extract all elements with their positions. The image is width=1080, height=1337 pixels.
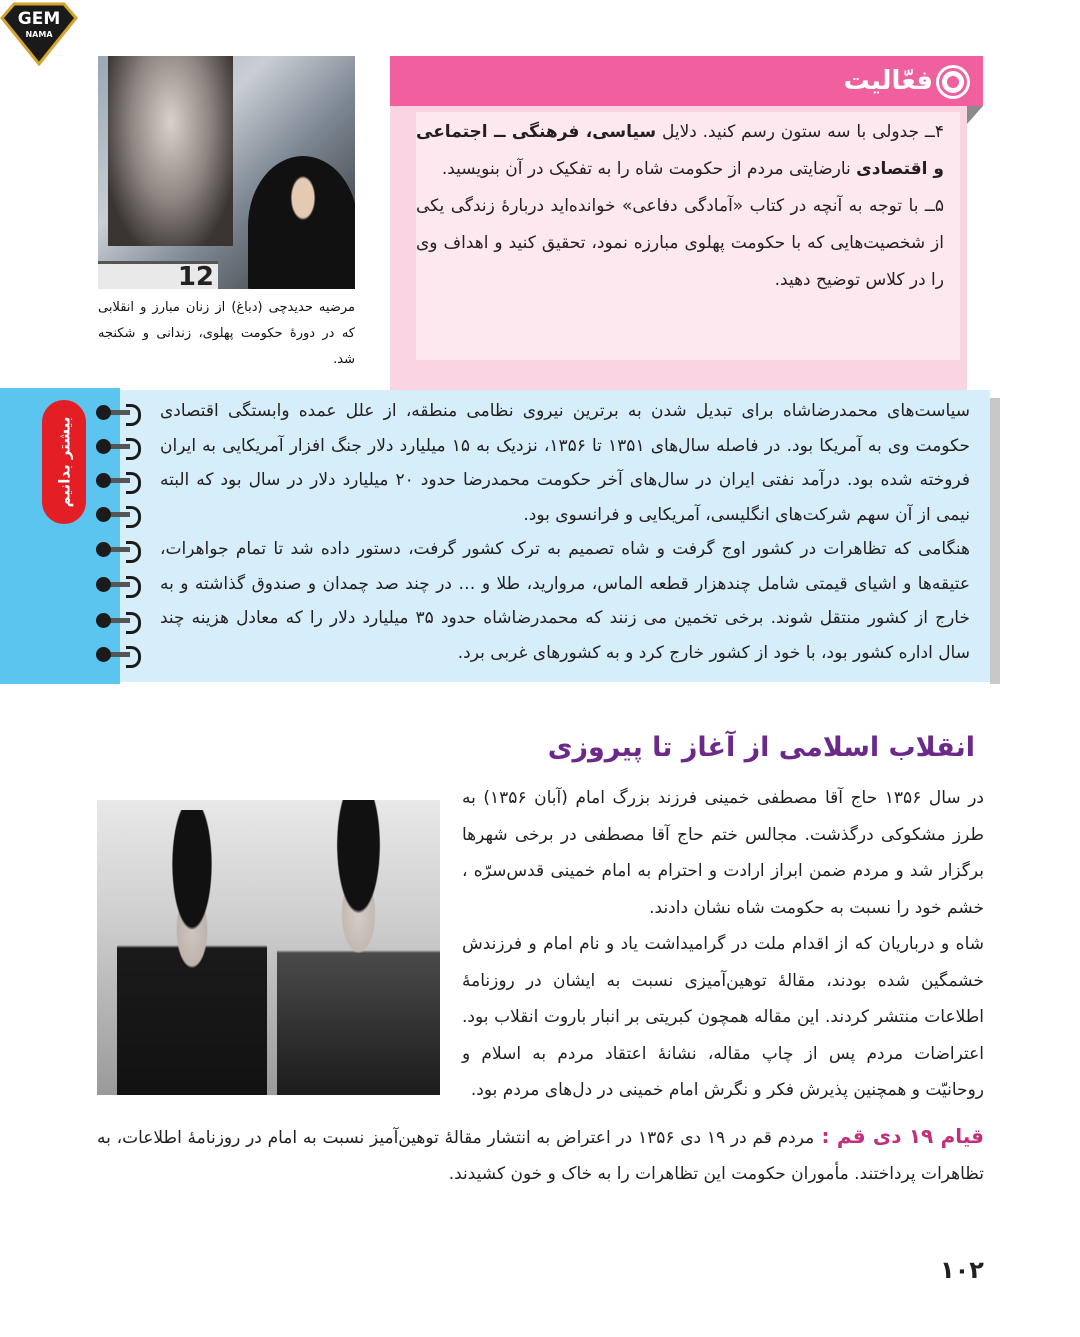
poster-portrait: [108, 56, 233, 246]
qiyam-paragraph: [97, 1118, 984, 1192]
activity-text: [416, 114, 944, 299]
woman-figure: [248, 156, 355, 289]
gemnama-logo-icon: [0, 0, 78, 66]
section-para1: در سال ۱۳۵۶ حاج آقا مصطفی خمینی فرزند بزرگ امام (آبان ۱۳۵۶) به طرز مشکوکی درگذشت. مجالس ختم حاج آقا مصطفی در برخی شهرها برگزار شد و مردم ضمن ابراز ارادت و احترام به امام خمینی قدس‌سرّه ، خشم خود را نسبت به حکومت شاه نشان دادند.: [462, 788, 984, 918]
plate-number: 12: [177, 262, 214, 289]
binder-ring-icon: [96, 612, 144, 630]
activity-box: [390, 56, 983, 334]
item4-start: ۴ــ جدولی با سه ستون رسم کنید. دلایل: [656, 122, 944, 142]
photo2-person-right: [277, 800, 440, 1095]
photo2-person-left: [117, 810, 267, 1095]
know-more-shadow: [990, 398, 1000, 684]
binder-ring-icon: [96, 541, 144, 559]
know-more-tab-label: بیشتر بدانیم: [55, 416, 73, 508]
know-more-para2: هنگامی که تظاهرات در کشور اوج گرفت و شاه تصمیم به ترک کشور گرفت، دستور داده شد تا تمام جواهرات، عتیقه‌ها و اشیای قیمتی شامل چندهزار قطعه الماس، مروارید، طلا و … در چند صد چمدان و صندوق گذاشته و به خارج از کشور منتقل شوند. برخی تخمین می زنند که محمدرضاشاه حدود ۳۵ میلیارد دلار را که معادل هزینه چند سال اداره کشور بود، با خود از کشور خارج کرد و به کشورهای غربی برد.: [160, 539, 970, 663]
know-more-tab: [42, 400, 86, 524]
page-number: ۱۰۲: [940, 1256, 984, 1284]
gemnama-logo: [0, 0, 78, 66]
section-para2: شاه و درباریان که از اقدام ملت در گرامیداشت یاد و نام امام و فرزندش خشمگین شده بودند، مقالهٔ توهین‌آمیزی نسبت به ایشان در روزنامهٔ اطلاعات منتشر کردند. این مقاله همچون کبریتی بر انبار باروت انقلاب بود. اعتراضات مردم پس از چاپ مقاله، نشانهٔ اعتقاد مردم به اسلام و روحانیّت و همچنین پذیرش فکر و نگرش امام خمینی در دل‌های مردم بود.: [462, 934, 984, 1100]
prison-plate: [98, 261, 218, 289]
binder-ring-icon: [96, 404, 144, 422]
know-more-text: [160, 394, 970, 670]
item4-bold: سیاسی، فرهنگی ــ اجتماعی و اقتصادی: [416, 122, 944, 179]
binder-ring-icon: [96, 438, 144, 456]
binder-ring-icon: [96, 646, 144, 664]
hadidchi-photo: [98, 56, 355, 289]
khomeini-photo: [97, 800, 440, 1095]
activity-header: [390, 56, 983, 106]
photo1-caption: مرضیه حدیدچی (دباغ) از زنان مبارز و انقلابی که در دورهٔ حکومت پهلوی، زندانی و شکنجه شد.: [98, 300, 355, 367]
item4-end: نارضایتی مردم از حکومت شاه را به تفکیک در آن بنویسید.: [441, 159, 857, 179]
activity-item-4: [416, 114, 944, 188]
binder-ring-icon: [96, 506, 144, 524]
qiyam-title: قیام ۱۹ دی قم :: [814, 1124, 985, 1148]
know-more-para1: سیاست‌های محمدرضاشاه برای تبدیل شدن به برترین نیروی نظامی منطقه، از علل عمده وابستگی اقتصادی حکومت وی به آمریکا بود. در فاصله سال‌های ۱۳۵۱ تا ۱۳۵۶، نزدیک به ۱۵ میلیارد دلار جنگ افزار آمریکایی به ایران فروخته شده بود. درآمد نفتی ایران در سال‌های آخر حکومت محمدرضا حدود ۲۰ میلیارد دلار در سال بود که البته نیمی از آن سهم شرکت‌های انگلیسی، آمریکایی و فرانسوی بود.: [160, 401, 970, 525]
binder-ring-icon: [96, 472, 144, 490]
logo-line1: GEM: [17, 9, 61, 29]
logo-line2: NAMA: [25, 30, 53, 39]
binder-ring-icon: [96, 576, 144, 594]
activity-circle-icon: [939, 68, 967, 96]
activity-item-5: ۵ــ با توجه به آنچه در کتاب «آمادگی دفاعی» خوانده‌اید دربارهٔ زندگی یکی از شخصیت‌هایی که با حکومت پهلوی مبارزه نمود، تحقیق کنید و اهداف وی را در کلاس توضیح دهید.: [416, 196, 944, 290]
activity-title: فعّالیت: [843, 66, 933, 96]
section-title: انقلاب اسلامی از آغاز تا پیروزی: [547, 732, 975, 763]
activity-fold: [967, 106, 983, 124]
qiyam-text: مردم قم در ۱۹ دی ۱۳۵۶ در اعتراض به انتشار مقالهٔ توهین‌آمیز نسبت به امام در روزنامهٔ اطلاعات، به تظاهرات پرداختند. مأموران حکومت این تظاهرات را به خاک و خون کشیدند.: [97, 1128, 984, 1184]
section-text: [462, 780, 984, 1109]
